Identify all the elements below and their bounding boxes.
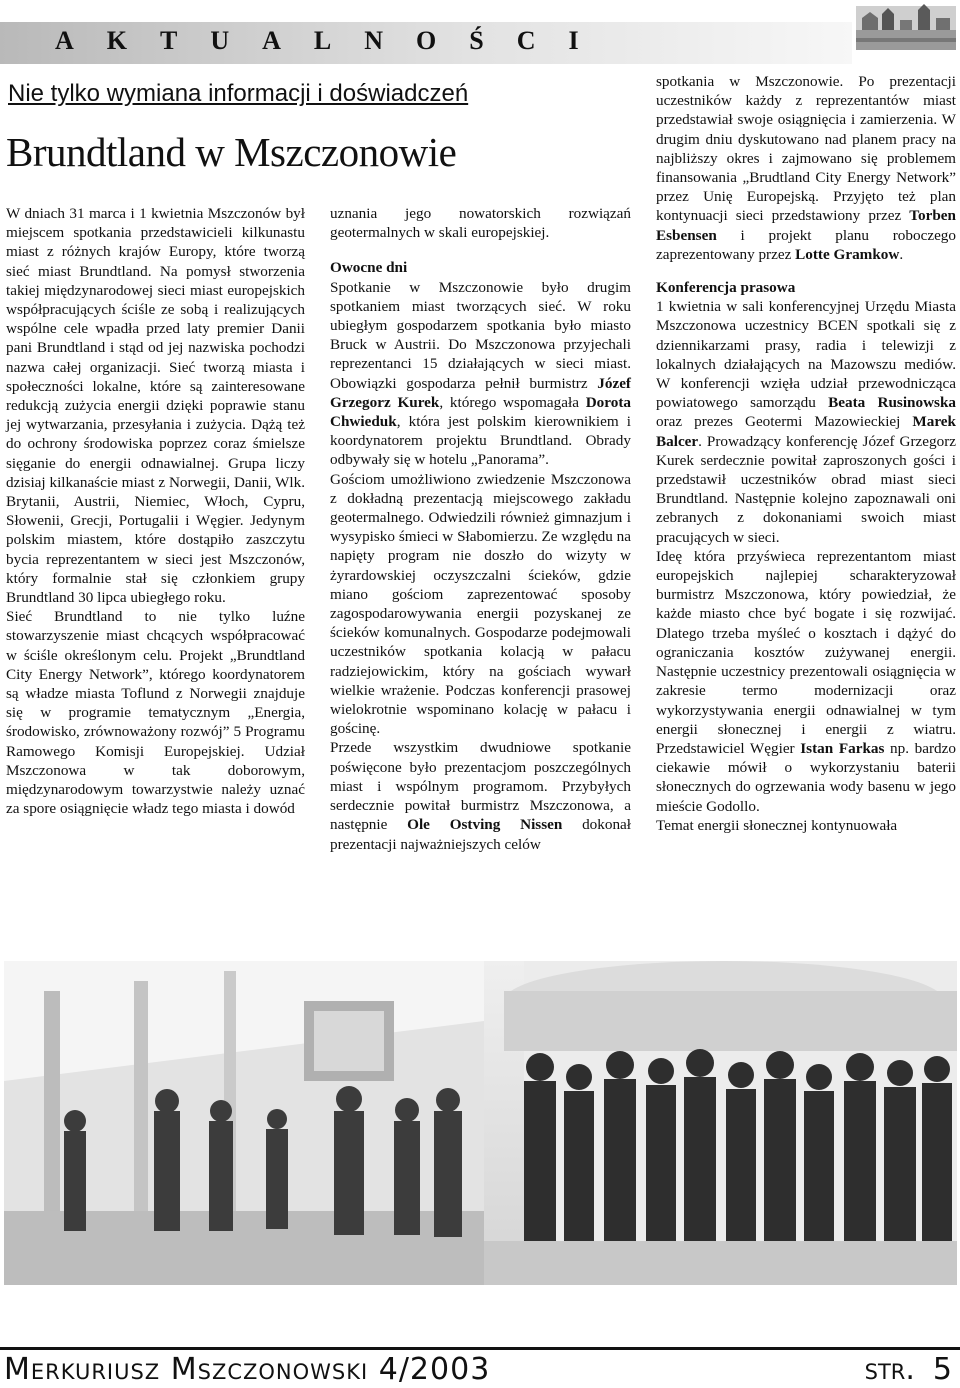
paragraph: Temat energii słonecznej kontynuowała <box>656 816 898 834</box>
article-column-2 <box>330 204 631 854</box>
subheading: Konferencja prasowa <box>656 279 796 297</box>
paragraph: uznania jego nowatorskich rozwiązań geotermalnych w skali europejskiej. <box>330 205 631 242</box>
article-headline: Brundtland w Mszczonowie <box>6 129 457 175</box>
page-label: str. <box>864 1352 915 1387</box>
person-name: Józef Grzegorz Kurek <box>330 374 631 411</box>
publication-name: Merkuriusz Mszczonowski 4/2003 <box>4 1352 491 1387</box>
page-number-value: 5 <box>932 1352 952 1387</box>
paragraph: Spotkanie w Mszczonowie było drugim spotkaniem miast tworzących sieć. W roku ubiegłym gospodarzem spotkania było miasto Bruck w Austrii. Do Mszczonowa przyjechali reprezentanci 15 działających w sieci miast. Obowiązki gospodarza pełnił burmistrz Józef Grzegorz Kurek, którego wspomagała Dorota Chwieduk, która jest polskim kierownikiem i koordynatorem projektu Brundtland. Obrady odbywały się w hotelu „Panorama”. <box>330 278 631 469</box>
paragraph: W dniach 31 marca i 1 kwietnia Mszczonów był miejscem spotkania przedstawicieli kilkunastu miast z różnych krajów Europy, które tworzą sieć miast Brundtland. Na pomysł stworzenia takiej międzynarodowej sieci miast europejskich współpracujących ściśle ze sobą i realizujących wspólne cele wpadła przed laty premier Danii pani Brundtland i stąd od jej nazwiska pochodzi nazwa całej organizacji. Sieć tworzą miasta i społeczności lokalne, które są zainteresowane redukcją zużycia energii dzięki poprawie stanu jej wytwarzania, przesyłania i zużycia. Dążą też do ochrony środowiska poprzez coraz śmielsze sięganie do energii odnawialnej. Grupa liczy dzisiaj kilkanaście miast z Norwegii, Danii, Wlk. Brytanii, Austrii, Niemiec, Włoch, Cypru, Słowenii, Grecji, Portugalii i Węgier. Jedynym polskim miastem, które dostąpiło zaszczytu bycia reprezentantem w sieci jest Mszczonów, który formalnie stał się członkiem grupy Brundtland 30 lipca ubiegłego roku. <box>6 205 305 607</box>
paragraph: Ideę która przyświeca reprezentantom miast europejskich najlepiej scharakteryzował burmistrz Mszczonowa, który powiedział, że każde miasto chce być bogate i się rozwijać. Dlatego trzeba myśleć o kosztach i dążyć do ograniczania kosztów zużywanej energii. Następnie uczestnicy prezentowali osiągnięcia w zakresie termo modernizacji oraz wykorzystywania energii odnawialnej w tym energii słonecznej i energii z wiatru. Przedstawiciel Węgier Istan Farkas np. bardzo ciekawie mówił o wykorzystaniu baterii słonecznych do ogrzewania wody basenu w jego mieście Godollo. <box>656 547 956 815</box>
section-label: AKTUALNOŚCI <box>55 26 612 55</box>
subheading: Owocne dni <box>330 259 408 277</box>
paragraph: Gościom umożliwiono zwiedzenie Mszczonowa z dokładną prezentacją miejscowego zakładu geotermalnego. Odwiedzili również gimnazjum i wysypisko śmieci w Słabomierzu. Ze względu na napięty program nie doszło do wizyty w żyrardowskiej oczyszczalni ścieków, gdzie miano gościom zaprezentować sposoby zagospodarowywania energii pozyskanej ze ścieków komunalnych. Gospodarze podejmowali uczestników spotkania kolacją w pałacu radziejowickim, który na gościach wywarł wielkie wrażenie. Podczas konferencji prasowej wielokrotnie wspominano kolację w pałacu i gościnę. <box>330 470 631 738</box>
paragraph: spotkania w Mszczonowie. Po prezentacji uczestników każdy z reprezentantów miast przedstawiał swoje osiągnięcia i zamierzenia. W drugim dniu dyskutowano nad planem pracy na najbliższy okres i zajmowano się problemem finansowania „Brudtland City Energy Network” przez Unię Europejską. Przyjęto też plan kontynuacji sieci przedstawiony przez Torben Esbensen i projekt planu roboczego zaprezentowany przez Lotte Gramkow. <box>656 73 956 263</box>
paragraph: 1 kwietnia w sali konferencyjnej Urzędu Miasta Mszczonowa uczestnicy BCEN spotkali się z dziennikarzami prasy, radia i telewizji z lokalnych działających na Mazowszu mediów. W konferencji wzięła udział przewodnicząca powiatowego samorządu Beata Rusinowska oraz prezes Geotermi Mazowieckiej Marek Balcer. Prowadzący konferencję Józef Grzegorz Kurek serdecznie powitał zaproszonych gości i przedstawił uczestników obrad miast sieci Brundtland. Następnie kolejno zapoznawali oni zebranych z dokonaniami swoich miast pracujących w sieci. <box>656 298 956 546</box>
article-subtitle: Nie tylko wymiana informacji i doświadczeń <box>8 80 469 107</box>
town-logo <box>852 0 960 56</box>
person-name: Ole Ostving Nissen <box>407 816 563 834</box>
article-column-3 <box>656 72 956 835</box>
person-name: Torben Esbensen <box>656 207 956 244</box>
person-name: Lotte Gramkow <box>795 245 900 263</box>
group-photo <box>4 961 957 1285</box>
footer-rule <box>0 1347 960 1350</box>
paragraph: Sieć Brundtland to nie tylko luźne stowarzyszenie miast chcących współpracować w ściśle określonym celu. Projekt „Brundtland City Energy Network”, którego koordynatorem są władze miasta Toflund z Norwegii znajduje się w programie tematycznym „Energia, środowisko, zrównoważony rozwój” 5 Programu Ramowego Komisji Europejskiej. Udział Mszczonowa w tak doborowym, międzynarodowym towarzystwie należy uznać za spore osiągnięcie władz tego miasta i dowód <box>6 608 305 818</box>
section-bar <box>0 22 852 64</box>
person-name: Marek Balcer <box>656 413 956 450</box>
article-column-1 <box>6 204 305 819</box>
person-name: Beata Rusinowska <box>828 394 956 412</box>
person-name: Istan Farkas <box>800 739 885 757</box>
person-name: Dorota Chwieduk <box>330 393 631 431</box>
paragraph: Przede wszystkim dwudniowe spotkanie poświęcone było prezentacjom poszczególnych miast i wspólnym programom. Przybyłych serdecznie powitał burmistrz Mszczonowa, a następnie Ole Ostving Nissen dokonał prezentacji najważniejszych celów <box>330 739 631 853</box>
page-number <box>865 1352 952 1387</box>
